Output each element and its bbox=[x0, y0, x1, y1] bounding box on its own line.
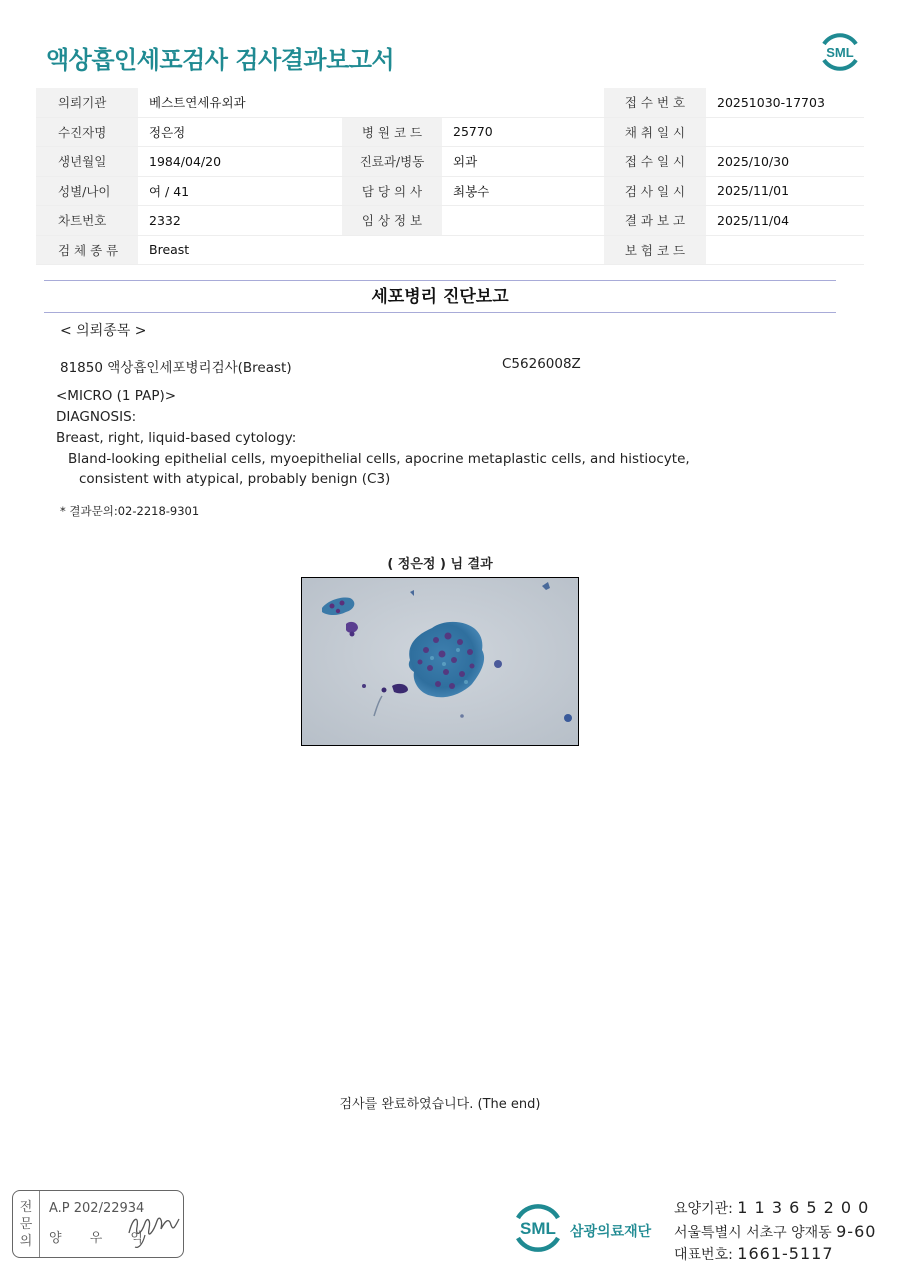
footer-brand: 삼광의료재단 bbox=[570, 1224, 652, 1240]
address-number: 9-60 bbox=[836, 1222, 877, 1241]
info-label: 의뢰기관 bbox=[36, 88, 138, 117]
address bbox=[674, 1222, 876, 1242]
info-value: Breast bbox=[138, 235, 342, 265]
info-label: 검 사 일 시 bbox=[604, 176, 706, 206]
footer-sml-logo-icon bbox=[510, 1200, 566, 1256]
info-label: 결 과 보 고 bbox=[604, 206, 706, 236]
phone-label: 대표번호: bbox=[674, 1247, 733, 1263]
code-value: 1 1 3 6 5 2 0 0 bbox=[737, 1198, 870, 1217]
info-row bbox=[36, 88, 864, 117]
info-label: 접 수 일 시 bbox=[604, 147, 706, 177]
info-value: 2332 bbox=[138, 206, 342, 236]
info-value bbox=[442, 206, 604, 236]
info-label: 차트번호 bbox=[36, 206, 138, 236]
cytology-image bbox=[301, 577, 579, 746]
info-row bbox=[36, 235, 864, 265]
info-label: 검 체 종 류 bbox=[36, 235, 138, 265]
patient-info-table bbox=[36, 88, 864, 265]
code-label: 요양기관: bbox=[674, 1201, 733, 1217]
section-rule-top bbox=[44, 280, 836, 281]
signature-icon bbox=[125, 1205, 183, 1251]
diagnosis-line-2: consistent with atypical, probably benign (C3) bbox=[79, 471, 391, 487]
stamp-side-label bbox=[13, 1191, 40, 1257]
info-value: 25770 bbox=[442, 117, 604, 147]
address-text: 서울특별시 서초구 양재동 bbox=[674, 1225, 832, 1241]
info-value: 2025/11/01 bbox=[706, 176, 864, 206]
phone-value: 1661-5117 bbox=[737, 1244, 834, 1263]
info-label: 수진자명 bbox=[36, 117, 138, 147]
section-rule-bottom bbox=[44, 312, 836, 313]
photo-caption: ( 정은정 ) 님 결과 bbox=[387, 557, 493, 572]
info-label: 채 취 일 시 bbox=[604, 117, 706, 147]
info-label: 접 수 번 호 bbox=[604, 88, 706, 117]
diagnosis-label: DIAGNOSIS: bbox=[56, 409, 137, 425]
order-header: < 의뢰종목 > bbox=[60, 323, 147, 339]
stamp-side-char: 문 bbox=[19, 1217, 33, 1232]
footer-logo-text: SML bbox=[520, 1219, 556, 1238]
stamp-side-char: 전 bbox=[19, 1200, 33, 1215]
info-value: 2025/11/04 bbox=[706, 206, 864, 236]
end-text: 검사를 완료하였습니다. (The end) bbox=[339, 1097, 541, 1112]
contact-note: * 결과문의:02-2218-9301 bbox=[60, 504, 200, 518]
info-empty bbox=[342, 235, 604, 265]
order-line: 81850 액상흡인세포병리검사(Breast) bbox=[60, 360, 292, 376]
report-title: 액상흡인세포검사 검사결과보고서 bbox=[46, 46, 395, 74]
info-value: 외과 bbox=[442, 147, 604, 177]
info-row bbox=[36, 206, 864, 236]
institution-code bbox=[674, 1198, 869, 1218]
info-label: 진료과/병동 bbox=[342, 147, 442, 177]
cytology-cells-graphic bbox=[302, 578, 579, 746]
info-value: 여 / 41 bbox=[138, 176, 342, 206]
diagnosis-site: Breast, right, liquid-based cytology: bbox=[56, 430, 297, 446]
info-empty bbox=[342, 88, 604, 117]
info-label: 임 상 정 보 bbox=[342, 206, 442, 236]
ap-number: A.P 202/22934 bbox=[49, 1201, 145, 1216]
info-row bbox=[36, 117, 864, 147]
info-value bbox=[706, 235, 864, 265]
diagnosis-line-1: Bland-looking epithelial cells, myoepithelial cells, apocrine metaplastic cells, and histiocyte, bbox=[68, 451, 690, 467]
micro-line: <MICRO (1 PAP)> bbox=[56, 388, 177, 404]
info-row bbox=[36, 176, 864, 206]
info-value: 20251030-17703 bbox=[706, 88, 864, 117]
stamp-side-char: 의 bbox=[19, 1234, 33, 1249]
info-value: 최봉수 bbox=[442, 176, 604, 206]
info-label: 보 험 코 드 bbox=[604, 235, 706, 265]
info-value: 정은정 bbox=[138, 117, 342, 147]
doctor-name: 양 우 익 bbox=[49, 1231, 155, 1246]
logo-text: SML bbox=[826, 45, 854, 60]
info-label: 성별/나이 bbox=[36, 176, 138, 206]
info-label: 생년월일 bbox=[36, 147, 138, 177]
order-code: C5626008Z bbox=[502, 356, 581, 372]
pathologist-stamp bbox=[12, 1190, 184, 1258]
info-label: 담 당 의 사 bbox=[342, 176, 442, 206]
info-value bbox=[706, 117, 864, 147]
info-value: 2025/10/30 bbox=[706, 147, 864, 177]
info-value: 1984/04/20 bbox=[138, 147, 342, 177]
info-value: 베스트연세유외과 bbox=[138, 88, 342, 117]
sml-logo-icon bbox=[818, 30, 862, 74]
info-label: 병 원 코 드 bbox=[342, 117, 442, 147]
phone bbox=[674, 1244, 834, 1264]
section-title: 세포병리 진단보고 bbox=[371, 287, 509, 307]
info-row bbox=[36, 147, 864, 177]
